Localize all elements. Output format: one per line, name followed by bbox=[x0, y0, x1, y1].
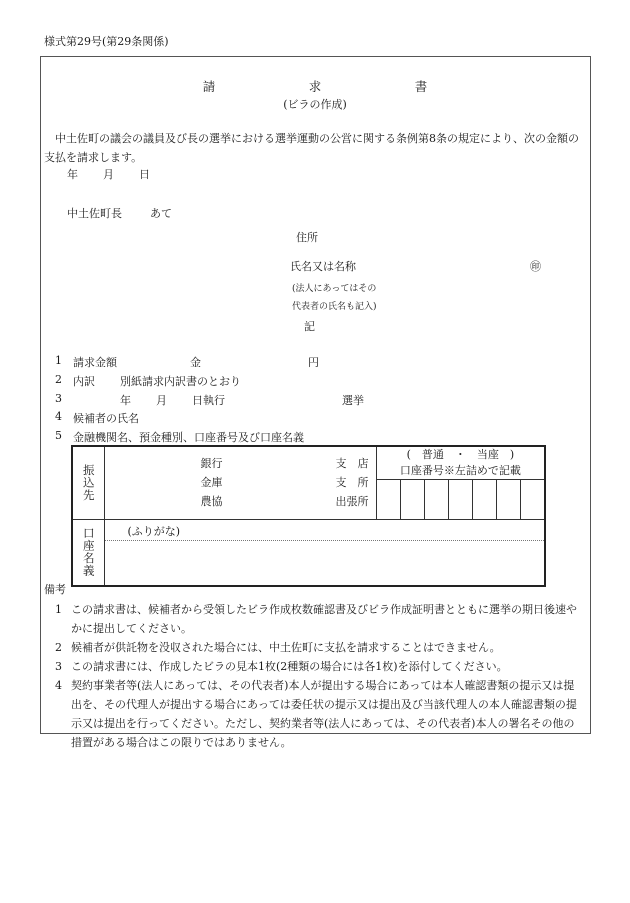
form-title bbox=[0, 77, 630, 95]
bank-type: 銀行 bbox=[200, 457, 223, 470]
name-note: (法人にあってはその bbox=[292, 284, 377, 294]
furikomisaki-label: 振込先 bbox=[81, 464, 96, 502]
remarks-label: 備考 bbox=[44, 583, 66, 596]
ki-label: 記 bbox=[304, 320, 315, 333]
account-number-note: 口座番号※左詰めで記載 bbox=[399, 464, 521, 477]
item-number: 2 bbox=[55, 373, 62, 386]
item-number: 3 bbox=[55, 392, 62, 405]
title-char: 書 bbox=[414, 79, 428, 94]
name-note: 代表者の氏名も記入) bbox=[292, 302, 377, 312]
item-label: 候補者の氏名 bbox=[73, 412, 139, 425]
form-label: 様式第29号(第29条関係) bbox=[44, 35, 169, 48]
election-day: 日執行 bbox=[192, 394, 225, 407]
account-digit-box[interactable] bbox=[496, 480, 520, 520]
item-label: 金融機関名、預金種別、口座番号及び口座名義 bbox=[73, 431, 304, 444]
bank-name-cell[interactable] bbox=[105, 446, 376, 520]
item-label: 内訳 bbox=[73, 375, 95, 388]
addressee: 中土佐町長 bbox=[67, 207, 122, 220]
account-digit-box[interactable] bbox=[424, 480, 448, 520]
date-year: 年 bbox=[67, 168, 78, 181]
remark-number: 3 bbox=[55, 660, 62, 673]
account-digit-box[interactable] bbox=[448, 480, 472, 520]
branch-type: 出張所 bbox=[335, 495, 369, 508]
remark-text: この請求書には、作成したビラの見本1枚(2種類の場合には各1枚)を添付してください。 bbox=[71, 660, 508, 673]
branch-type: 支 店 bbox=[335, 457, 369, 470]
account-header-cell bbox=[376, 446, 545, 480]
item-number: 4 bbox=[55, 410, 62, 423]
account-digit-box[interactable] bbox=[520, 480, 545, 520]
date-month: 月 bbox=[103, 168, 114, 181]
account-name-cell[interactable] bbox=[105, 520, 545, 586]
furigana-divider bbox=[105, 540, 544, 541]
remark-item bbox=[55, 600, 575, 638]
form-subtitle: (ビラの作成) bbox=[283, 98, 347, 111]
furikomisaki-cell bbox=[72, 446, 105, 520]
name-label: 氏名又は名称 bbox=[290, 260, 356, 273]
remark-number: 1 bbox=[55, 603, 62, 616]
addressee-suffix: あて bbox=[150, 207, 172, 220]
amount-yen: 円 bbox=[308, 356, 319, 369]
breakdown-text: 別紙請求内訳書のとおり bbox=[120, 375, 241, 388]
item-number: 5 bbox=[55, 429, 62, 442]
date-day: 日 bbox=[139, 168, 150, 181]
bank-type: 農協 bbox=[200, 495, 223, 508]
remark-item bbox=[55, 657, 575, 676]
remark-text: この請求書は、候補者から受領したビラ作成枚数確認書及びビラ作成証明書とともに選挙の期日後速やかに提出してください。 bbox=[71, 603, 577, 635]
remark-number: 4 bbox=[55, 679, 62, 692]
bank-type: 金庫 bbox=[200, 476, 223, 489]
intro-text: 中土佐町の議会の議員及び長の選挙における選挙運動の公営に関する条例第8条の規定により、次の金額の支払を請求します。 bbox=[44, 132, 579, 164]
election-month: 月 bbox=[156, 394, 167, 407]
election-year: 年 bbox=[120, 394, 131, 407]
branch-type: 支 所 bbox=[335, 476, 369, 489]
account-digit-box[interactable] bbox=[400, 480, 424, 520]
account-name-label: 口座名義 bbox=[81, 527, 96, 578]
remark-number: 2 bbox=[55, 641, 62, 654]
remark-item bbox=[55, 638, 575, 657]
account-digit-box[interactable] bbox=[472, 480, 496, 520]
account-digit-box[interactable] bbox=[376, 480, 400, 520]
remark-text: 候補者が供託物を没収された場合には、中土佐町に支払を請求することはできません。 bbox=[71, 641, 501, 654]
item-label: 請求金額 bbox=[73, 356, 117, 369]
account-type: ( 普通 ・ 当座 ) bbox=[406, 448, 515, 461]
furigana-label: (ふりがな) bbox=[127, 525, 181, 538]
address-label: 住所 bbox=[296, 231, 318, 244]
item-number: 1 bbox=[55, 354, 62, 367]
title-char: 求 bbox=[308, 79, 322, 94]
remark-text: 契約事業者等(法人にあっては、その代表者)本人が提出する場合にあっては本人確認書類の提示又は提出を、その代理人が提出する場合にあっては委任状の提示又は提出及び当該代理人の本人確認書類の提示又は提出を行ってください。ただし、契約業者等(法人にあっては、その代表者)本人の署名その他の措置がある場合はこの限りではありません。 bbox=[71, 679, 577, 749]
account-name-label-cell bbox=[72, 520, 105, 586]
bank-table bbox=[71, 445, 546, 587]
election-label: 選挙 bbox=[342, 394, 364, 407]
amount-kin: 金 bbox=[190, 356, 201, 369]
remark-item bbox=[55, 676, 577, 749]
title-char: 請 bbox=[202, 79, 216, 94]
seal-mark: ㊞ bbox=[530, 260, 541, 273]
